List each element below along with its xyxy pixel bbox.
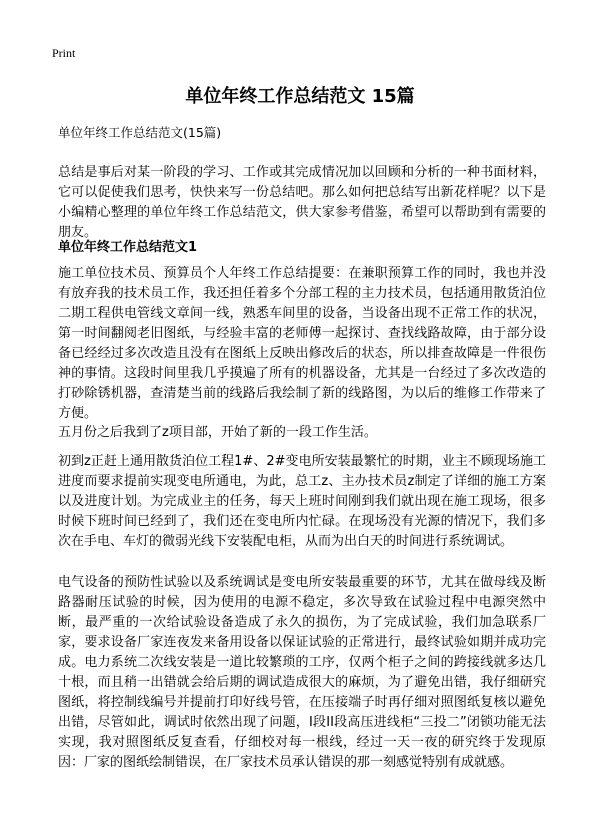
print-label: Print [52, 46, 76, 60]
body-paragraph-2: 五月份之后我到了z项目部，开始了新的一段工作生活。 [58, 425, 377, 440]
intro-paragraph: 总结是事后对某一阶段的学习、工作或其完成情况加以回顾和分析的一种书面材料，它可以促使我们思考，快快来写一份总结吧。那么如何把总结写出新花样呢？以下是小编精心整理的单位年终工作总结范文，供大家参考借鉴，希望可以帮助到有需要的朋友。 [58, 165, 546, 240]
body-paragraph-3: 初到z正赶上通用散货泊位工程1#、2#变电所安装最繁忙的时期，业主不顾现场施工进度而要求提前实现变电所通电，为此，总工z、主办技术员z制定了详细的施工方案以及进度计划。为完成业主的任务，每天上班时间刚到我们就出现在施工现场，很多时候下班时间已经到了，我们还在变电所内忙碌。在现场没有光源的情况下，我们多次在手电、车灯的微弱光线下安装配电柜，从而为出白天的时间进行系统调试。 [58, 454, 546, 549]
section-heading: 单位年终工作总结范文1 [58, 240, 198, 255]
body-paragraph-4: 电气设备的预防性试验以及系统调试是变电所安装最重要的环节，尤其在做母线及断路器耐压试验的时候，因为使用的电源不稳定，多次导致在试验过程中电源突然中断，最严重的一次给试验设备造成了永久的损伤，为了完成试验，我们加急联系厂家，要求设备厂家连夜发来备用设备以保证试验的正常进行，最终试验如期并成功完成。电力系统二次线安装是一道比较繁琐的工序，仅两个柜子之间的跨接线就多达几十根，而且稍一出错就会给后期的调试造成很大的麻烦，为了避免出错，我仔细研究图纸，将控制线编号并提前打印好线号管，在压接端子时再仔细对照图纸复核以避免出错，尽管如此，调试时依然出现了问题，I段II段高压进线柜“三投二”闭锁功能无法实现，我对照图纸反复查看，仔细校对每一根线，经过一天一夜的研究终于发现原因：厂家的图纸绘制错误，在厂家技术员承认错误的那一刻感觉特别有成就感。 [58, 575, 546, 770]
page-title: 单位年终工作总结范文 15篇 [185, 86, 415, 107]
body-paragraph-1: 施工单位技术员、预算员个人年终工作总结提要：在兼职预算工作的同时，我也并没有放弃我的技术员工作，我还担任着多个分部工程的主力技术员，包括通用散货泊位二期工程供电管线文章间一线，熟悉车间里的设备，当设备出现不正常工作的状况，第一时间翻阅老旧图纸，与经验丰富的老师傅一起探讨、查找线路故障，由于部分设备已经经过多次改造且没有在图纸上反映出修改后的状态，所以排查故障是一件很伤神的事情。这段时间里我几乎摸遍了所有的机器设备，尤其是一台经过了多次改造的打砂除锈机器，查清楚当前的线路后我绘制了新的线路图，为以后的维修工作带来了方便。 [58, 266, 546, 421]
document-subtitle: 单位年终工作总结范文(15篇) [58, 125, 222, 140]
